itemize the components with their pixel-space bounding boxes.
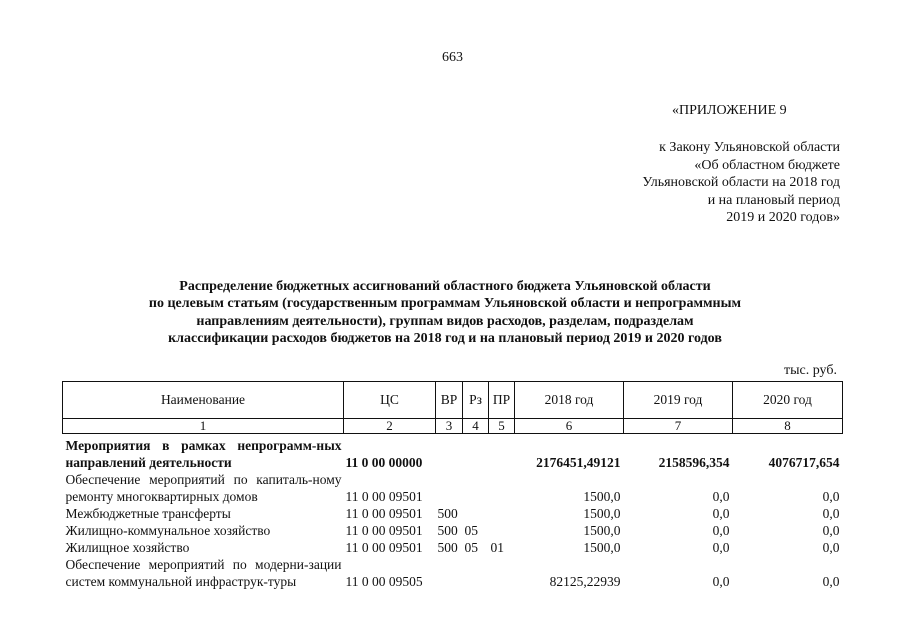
header-cs: ЦС: [344, 382, 436, 419]
cell-2020: 0,0: [822, 489, 840, 504]
cell-2019: 0,0: [712, 523, 730, 538]
cell-cs: 11 0 00 09501: [345, 506, 423, 521]
title-line: классификации расходов бюджетов на 2018 год и на плановый период 2019 и 2020 годов: [168, 331, 722, 347]
cell-rz: 05: [464, 540, 478, 555]
cell-rz: 05: [464, 523, 478, 538]
law-line: 2019 и 2020 годов»: [726, 210, 840, 225]
law-reference: [580, 139, 840, 227]
cell-2018: 1500,0: [583, 506, 621, 521]
cell-2020: 0,0: [822, 574, 840, 589]
cell-pr: [489, 471, 515, 505]
cell-cs: 11 0 00 09501: [345, 540, 423, 555]
cell-rz: [463, 556, 489, 590]
cell-rz: [463, 505, 489, 522]
units-label: тыс. руб.: [784, 363, 837, 378]
cell-2018: 1500,0: [583, 523, 621, 538]
cell-name: Жилищно-коммунальное хозяйство: [65, 523, 271, 538]
cell-vr: 500: [437, 506, 458, 521]
cell-cs: 11 0 00 09501: [345, 489, 423, 504]
cell-vr: 500: [437, 523, 458, 538]
table-row: [63, 539, 843, 556]
col-number: 3: [436, 419, 463, 434]
col-number: 4: [463, 419, 489, 434]
table-row: [63, 505, 843, 522]
document-title: [90, 278, 800, 348]
cell-pr: [489, 522, 515, 539]
header-2020: 2020 год: [733, 382, 843, 419]
cell-name: Межбюджетные трансферты: [65, 506, 231, 521]
cell-2020: 0,0: [822, 506, 840, 521]
cell-cs: 11 0 00 00000: [345, 455, 423, 470]
table-row: [63, 556, 843, 590]
budget-table: [62, 381, 843, 590]
law-line: Ульяновской области на 2018 год: [642, 175, 840, 190]
col-number: 5: [489, 419, 515, 434]
cell-vr: 500: [437, 540, 458, 555]
law-line: и на плановый период: [707, 192, 840, 208]
cell-name: Обеспечение мероприятий по модерни-зации систем коммунальной инфраструк-туры: [65, 557, 342, 589]
cell-2018: 1500,0: [583, 489, 621, 504]
col-number: 6: [515, 419, 624, 434]
page-number: 663: [442, 50, 463, 65]
cell-2019: 0,0: [712, 506, 730, 521]
cell-cs: 11 0 00 09505: [345, 574, 423, 589]
cell-pr: 01: [490, 540, 504, 555]
cell-2018: 2176451,49121: [536, 455, 621, 470]
table-row: [63, 471, 843, 505]
title-line: по целевым статьям (государственным программам Ульяновской области и непрограммным: [148, 296, 742, 312]
title-line: Распределение бюджетных ассигнований областного бюджета Ульяновской области: [179, 279, 711, 294]
col-number: 1: [63, 419, 344, 434]
cell-2019: 0,0: [712, 489, 730, 504]
appendix-label: «ПРИЛОЖЕНИЕ 9: [672, 103, 787, 118]
header-name: Наименование: [63, 382, 344, 419]
cell-2019: 0,0: [712, 574, 730, 589]
cell-pr: [489, 505, 515, 522]
cell-cs: 11 0 00 09501: [345, 523, 423, 538]
table-body: [63, 434, 843, 591]
cell-2020: 0,0: [822, 523, 840, 538]
law-line: к Закону Ульяновской области: [659, 140, 840, 155]
table-row: [63, 434, 843, 472]
cell-rz: [463, 471, 489, 505]
col-number: 8: [733, 419, 843, 434]
cell-pr: [489, 434, 515, 472]
cell-rz: [463, 434, 489, 472]
header-pr: ПР: [489, 382, 515, 419]
table-row: [63, 522, 843, 539]
title-line: направлениям деятельности), группам видов расходов, разделам, подразделам: [196, 313, 694, 329]
header-rz: Рз: [463, 382, 489, 419]
cell-2019: 0,0: [712, 540, 730, 555]
header-vr: ВР: [436, 382, 463, 419]
cell-vr: [436, 556, 463, 590]
cell-vr: [436, 434, 463, 472]
cell-name: Обеспечение мероприятий по капиталь-ному ремонту многоквартирных домов: [65, 472, 342, 504]
cell-2019: 2158596,354: [658, 455, 730, 470]
cell-pr: [489, 556, 515, 590]
col-number: 7: [624, 419, 733, 434]
cell-2020: 0,0: [822, 540, 840, 555]
cell-2020: 4076717,654: [768, 455, 840, 470]
cell-name: Мероприятия в рамках непрограмм-ных направлений деятельности: [65, 438, 342, 470]
column-number-row: [63, 419, 843, 434]
cell-2018: 1500,0: [583, 540, 621, 555]
header-2018: 2018 год: [515, 382, 624, 419]
law-line: «Об областном бюджете: [694, 157, 840, 173]
cell-2018: 82125,22939: [549, 574, 621, 589]
col-number: 2: [344, 419, 436, 434]
cell-name: Жилищное хозяйство: [65, 540, 190, 555]
header-row: [63, 382, 843, 419]
cell-vr: [436, 471, 463, 505]
header-2019: 2019 год: [624, 382, 733, 419]
